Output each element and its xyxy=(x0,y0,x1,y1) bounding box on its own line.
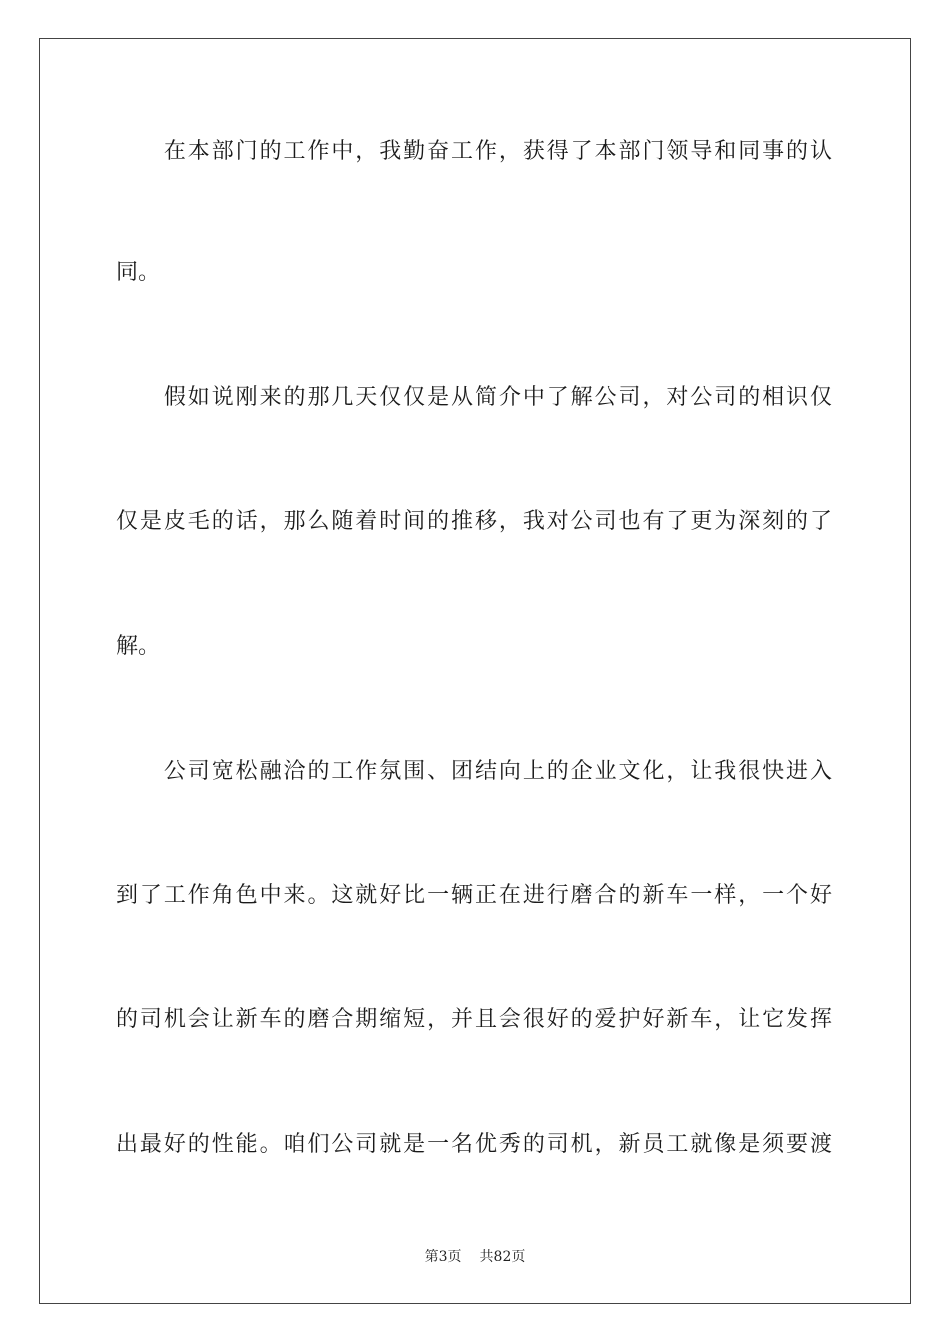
page-number: 第3页 xyxy=(424,1249,462,1265)
body-text-line-5: 解。 xyxy=(116,634,161,659)
body-text-line-3: 假如说刚来的那几天仅仅是从简介中了解公司，对公司的相识仅 xyxy=(116,385,832,410)
body-text-line-8: 的司机会让新车的磨合期缩短，并且会很好的爱护好新车，让它发挥 xyxy=(116,1007,832,1032)
body-text-line-1: 在本部门的工作中，我勤奋工作，获得了本部门领导和同事的认 xyxy=(116,139,832,164)
body-text-line-7: 到了工作角色中来。这就好比一辆正在进行磨合的新车一样，一个好 xyxy=(116,883,832,908)
body-text-line-2: 同。 xyxy=(116,260,161,285)
body-text-line-4: 仅是皮毛的话，那么随着时间的推移，我对公司也有了更为深刻的了 xyxy=(116,509,832,534)
body-text-line-9: 出最好的性能。咱们公司就是一名优秀的司机，新员工就像是须要渡 xyxy=(116,1132,832,1157)
page-border xyxy=(39,38,911,1304)
page-total: 共82页 xyxy=(479,1249,526,1265)
body-text-line-6: 公司宽松融洽的工作氛围、团结向上的企业文化，让我很快进入 xyxy=(116,759,832,784)
page-footer xyxy=(0,1247,950,1267)
